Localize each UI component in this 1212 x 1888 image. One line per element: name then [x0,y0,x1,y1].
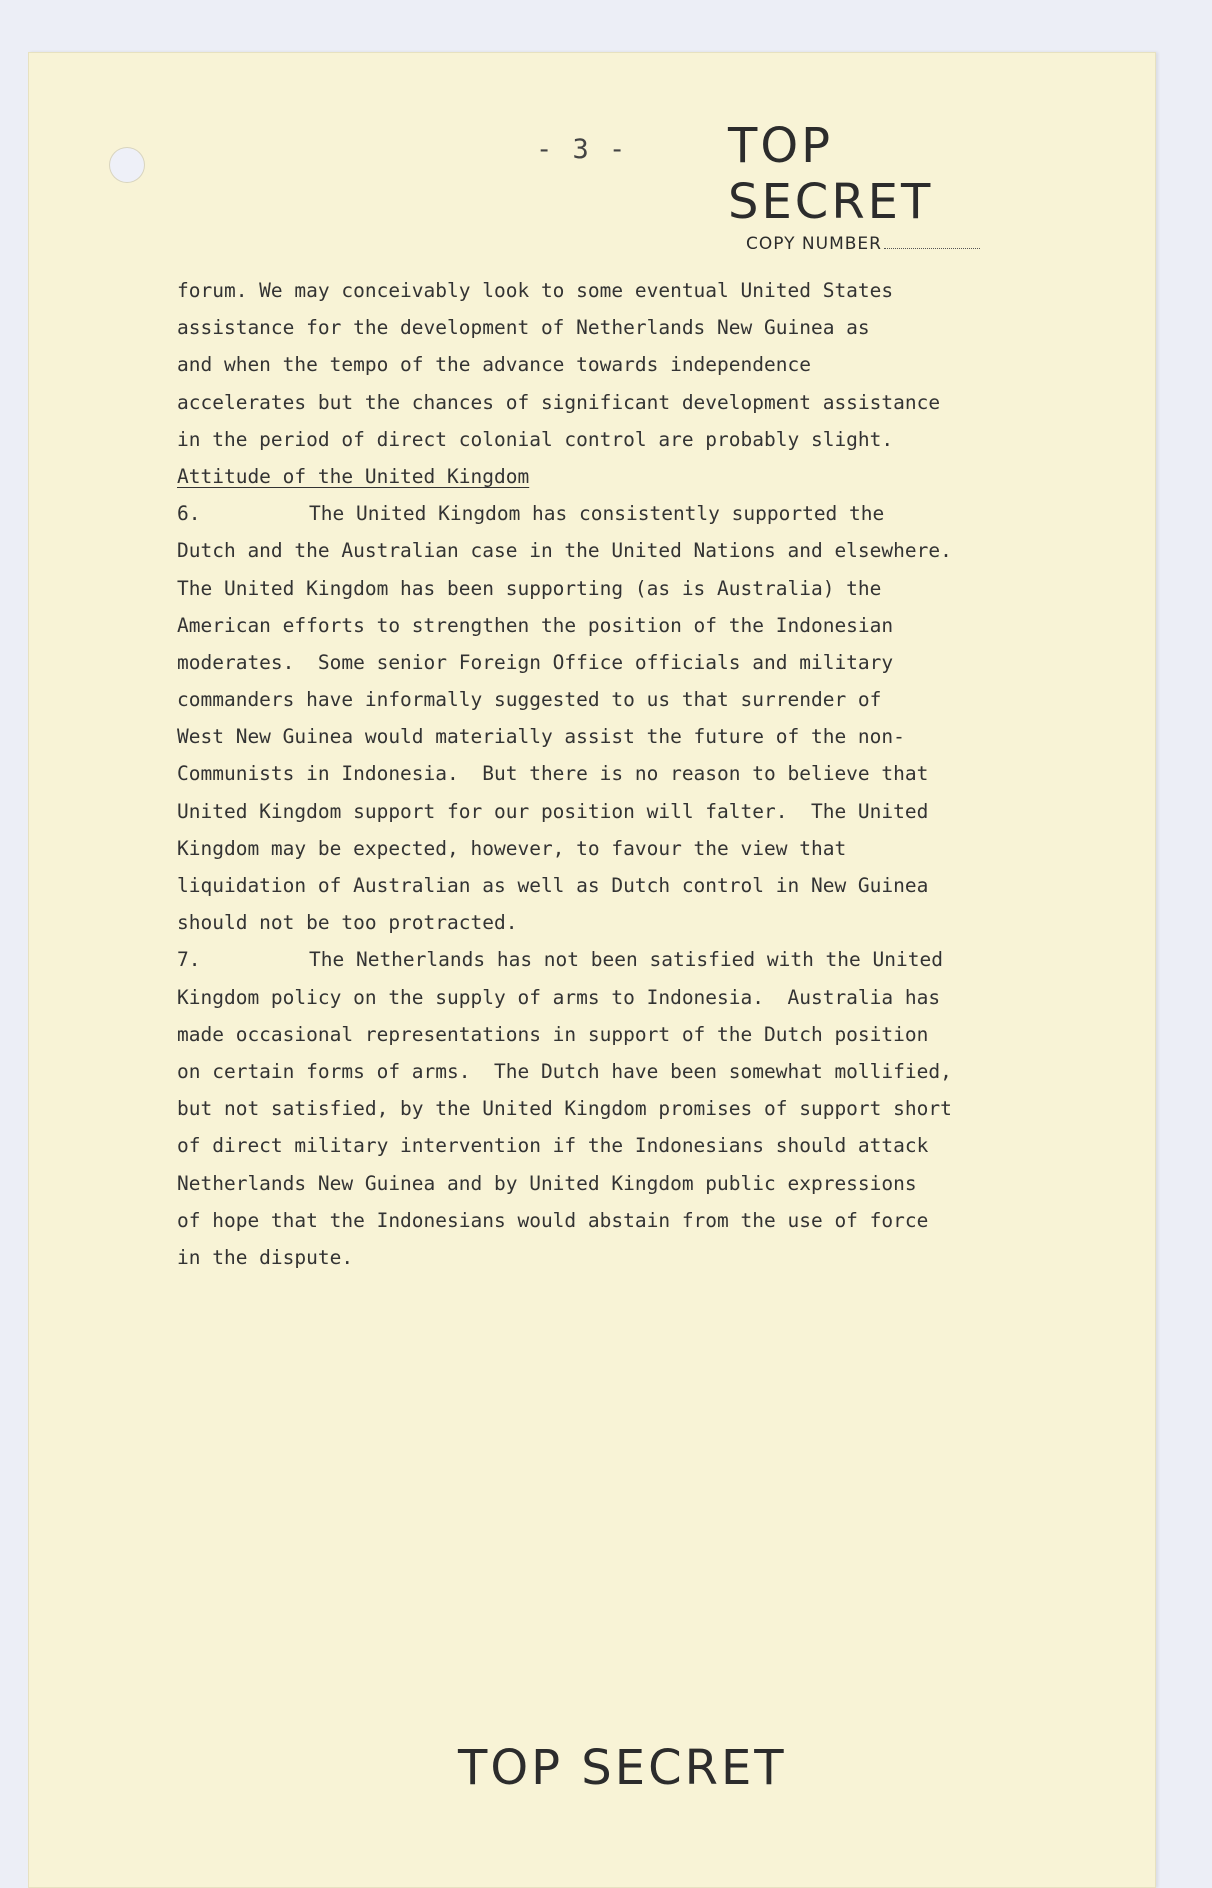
text-line: United Kingdom support for our position will falter. The United [177,799,929,823]
paragraph-number: 7. [177,948,201,972]
section-heading: Attitude of the United Kingdom [177,464,530,488]
text-line: moderates. Some senior Foreign Office officials and military [177,650,894,674]
text-line: West New Guinea would materially assist the future of the non- [177,725,905,749]
copy-number-blank [884,248,980,249]
paragraph-6-first-line [177,495,1137,532]
text-line: Kingdom policy on the supply of arms to Indonesia. Australia has [177,985,941,1009]
paragraph-number: 6. [177,502,201,526]
page-number: - 3 - [536,134,628,165]
text-line: Dutch and the Australian case in the United Nations and elsewhere. [177,539,952,563]
text-line: and when the tempo of the advance towards independence [177,353,811,377]
document-body [177,272,1137,1276]
text-line: The United Kingdom has been supporting (as is Australia) the [177,576,882,600]
text-line: assistance for the development of Netherlands New Guinea as [177,316,870,340]
text-line: in the period of direct colonial control are probably slight. [177,427,894,451]
text-line: American efforts to strengthen the position of the Indonesian [177,613,894,637]
classification-header [728,118,1048,254]
text-line: forum. We may conceivably look to some eventual United States [177,279,894,302]
paragraph-7-first-line [177,941,1137,978]
text-line: should not be too protracted. [177,911,518,935]
punch-hole [110,148,144,182]
text-line: in the dispute. [177,1245,354,1269]
text-line: of direct military intervention if the Indonesians should attack [177,1134,929,1158]
classification-label-top: TOP SECRET [728,118,934,230]
text-line: Communists in Indonesia. But there is no reason to believe that [177,762,929,786]
copy-number-row [728,234,1048,254]
text-line: on certain forms of arms. The Dutch have been somewhat mollified, [177,1059,952,1083]
text-line: Netherlands New Guinea and by United Kingdom public expressions [177,1171,917,1195]
text-line: of hope that the Indonesians would abstain from the use of force [177,1208,929,1232]
document-page [28,52,1156,1888]
text-line: commanders have informally suggested to us that surrender of [177,688,882,712]
text-line: but not satisfied, by the United Kingdom promises of support short [177,1097,952,1121]
text-line: accelerates but the chances of significant development assistance [177,390,941,414]
text-line: The Netherlands has not been satisfied with the United [309,948,943,972]
classification-footer: TOP SECRET [458,1740,787,1796]
text-line: liquidation of Australian as well as Dutch control in New Guinea [177,874,929,897]
copy-number-label: COPY NUMBER [746,234,882,254]
text-line: Kingdom may be expected, however, to favour the view that [177,836,847,860]
text-line: The United Kingdom has consistently supported the [309,502,885,526]
text-line: made occasional representations in support of the Dutch position [177,1022,929,1046]
